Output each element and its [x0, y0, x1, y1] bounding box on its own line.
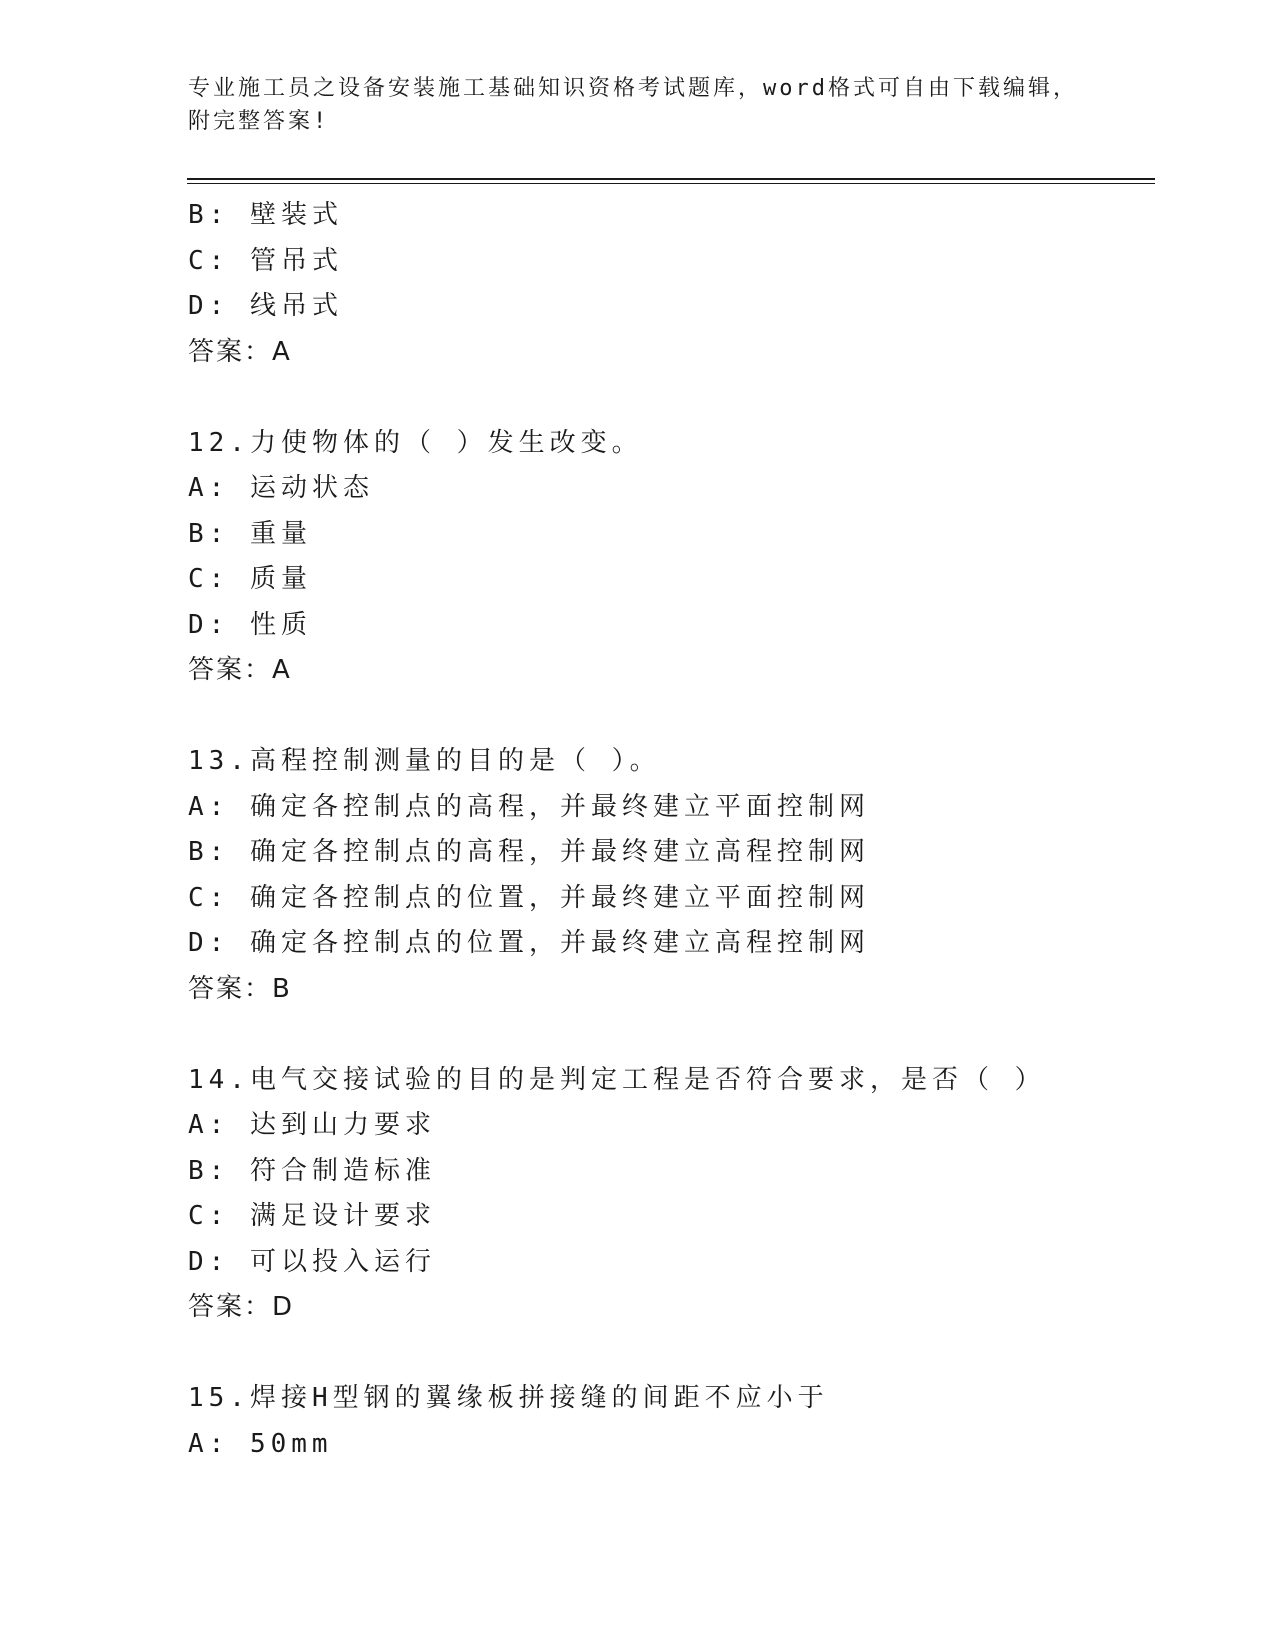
option-b: B: 壁装式	[188, 200, 343, 230]
option-d: D: 可以投入运行	[188, 1246, 436, 1277]
question-list	[188, 193, 1148, 1467]
option-b: B: 确定各控制点的高程，并最终建立高程控制网	[188, 837, 870, 867]
option-c: C: 确定各控制点的位置，并最终建立平面控制网	[188, 882, 870, 913]
option-a: A: 50mm	[188, 1428, 333, 1459]
question-15	[188, 1376, 1148, 1467]
question-12	[188, 421, 1148, 694]
header-divider-thick	[187, 178, 1155, 180]
question-text: 13.高程控制测量的目的是（ ）。	[188, 746, 661, 776]
option-b: B: 符合制造标准	[188, 1155, 436, 1186]
spacer	[188, 375, 1148, 421]
answer: 答案：A	[188, 655, 292, 685]
header-divider-thin	[187, 183, 1155, 184]
question-13	[188, 739, 1148, 1012]
option-a: A: 达到山力要求	[188, 1110, 436, 1140]
spacer	[188, 1012, 1148, 1058]
spacer	[188, 1331, 1148, 1377]
option-c: C: 满足设计要求	[188, 1201, 436, 1231]
question-text: 14.电气交接试验的目的是判定工程是否符合要求，是否（ ）	[188, 1064, 1046, 1095]
option-d: D: 性质	[188, 609, 312, 640]
spacer	[188, 694, 1148, 740]
option-c: C: 质量	[188, 564, 312, 594]
option-a: A: 确定各控制点的高程，并最终建立平面控制网	[188, 791, 870, 822]
option-d: D: 线吊式	[188, 291, 343, 321]
answer: 答案：D	[188, 1292, 295, 1322]
option-b: B: 重量	[188, 518, 312, 549]
question-14	[188, 1058, 1148, 1331]
header-line-2: 附完整答案!	[188, 109, 330, 134]
option-c: C: 管吊式	[188, 245, 343, 276]
option-a: A: 运动状态	[188, 473, 374, 503]
question-text: 15.焊接H型钢的翼缘板拼接缝的间距不应小于	[188, 1383, 829, 1413]
option-d: D: 确定各控制点的位置，并最终建立高程控制网	[188, 928, 870, 958]
header-line-1: 专业施工员之设备安装施工基础知识资格考试题库，word格式可自由下载编辑，	[188, 76, 1078, 101]
question-text: 12.力使物体的（ ）发生改变。	[188, 427, 643, 458]
answer: 答案：B	[188, 973, 292, 1004]
question-11	[188, 193, 1148, 375]
answer: 答案：A	[188, 336, 292, 367]
document-header	[188, 72, 1088, 138]
